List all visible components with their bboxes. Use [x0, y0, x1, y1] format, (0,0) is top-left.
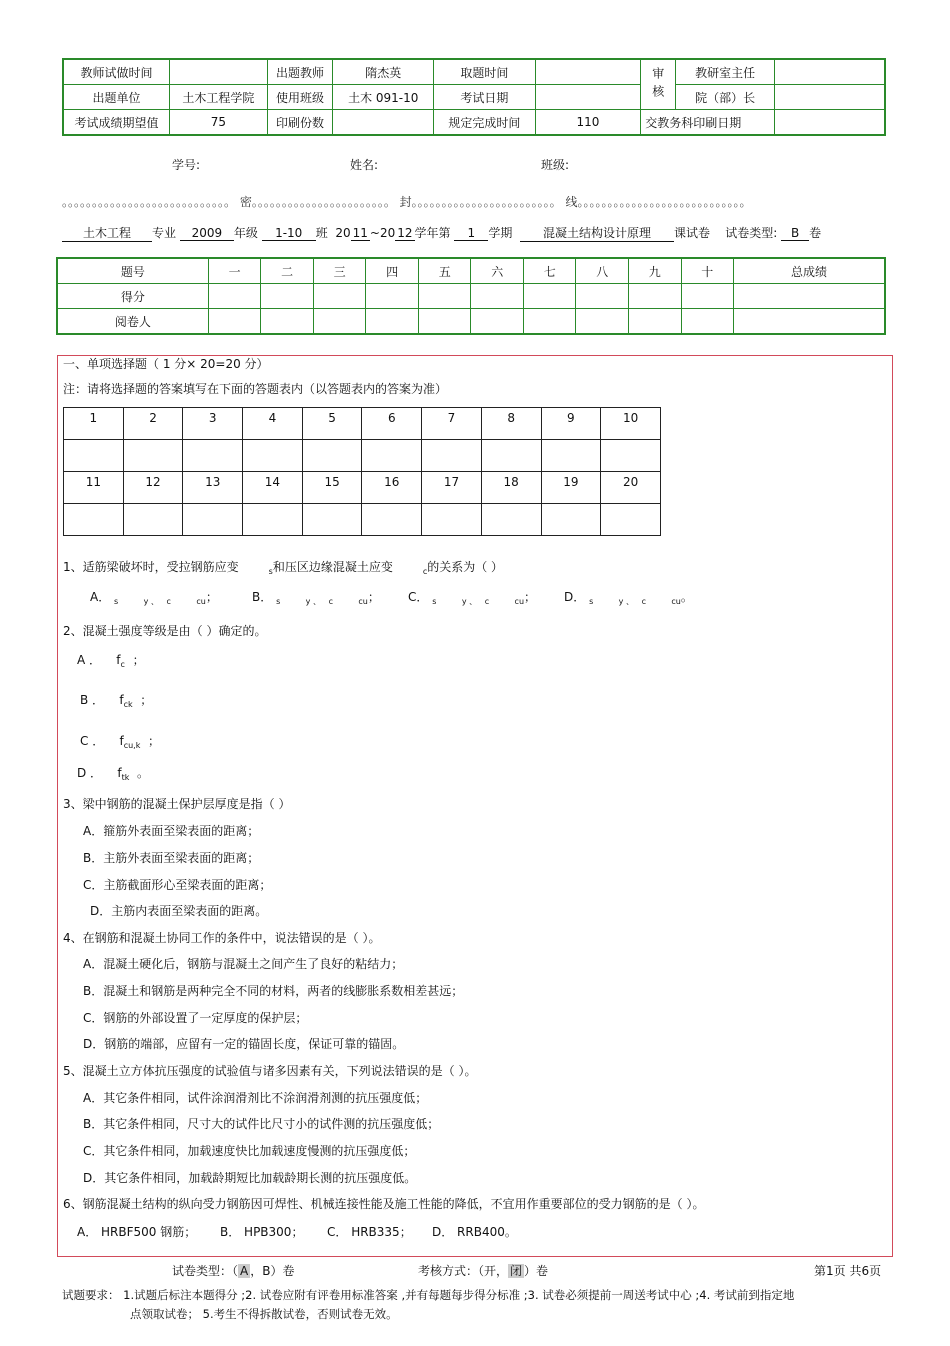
- answer-cell[interactable]: [481, 504, 541, 536]
- score-header: 六: [471, 258, 524, 284]
- score-cell[interactable]: [313, 284, 366, 309]
- score-header: 四: [366, 258, 419, 284]
- term-value: 1: [454, 226, 488, 241]
- answer-number: 2: [123, 408, 183, 440]
- answer-number: 1: [64, 408, 124, 440]
- cell-value: [774, 59, 885, 85]
- answer-number: 18: [481, 472, 541, 504]
- score-header: 五: [418, 258, 471, 284]
- grader-cell[interactable]: [523, 309, 576, 335]
- answer-cell[interactable]: [302, 440, 362, 472]
- course-line: [62, 224, 821, 242]
- score-header: 十: [681, 258, 734, 284]
- answer-cell[interactable]: [481, 440, 541, 472]
- year-end: 12: [397, 226, 413, 240]
- course-suffix: 课试卷: [674, 226, 711, 240]
- score-cell[interactable]: [576, 284, 629, 309]
- answer-cell[interactable]: [64, 504, 124, 536]
- score-table: [56, 257, 886, 335]
- cell-label: 教研室主任: [676, 59, 775, 85]
- cell-label: 规定完成时间: [434, 110, 536, 136]
- q4-option-b: B．混凝土和钢筋是两种完全不同的材料，两者的线膨胀系数相差甚远；: [83, 984, 464, 998]
- year-suffix: 学年第: [414, 226, 451, 240]
- answer-cell[interactable]: [601, 440, 661, 472]
- answer-number: 17: [422, 472, 482, 504]
- cell-value: [170, 59, 268, 85]
- q6-option-a: A． HRBF500 钢筋；: [77, 1225, 197, 1239]
- grader-cell[interactable]: [471, 309, 524, 335]
- q1-sub-s: s: [268, 567, 273, 576]
- q4-option-c: C．钢筋的外部设置了一定厚度的保护层；: [83, 1011, 308, 1025]
- paper-type-label: 试卷类型:: [725, 226, 778, 240]
- answer-number: 11: [64, 472, 124, 504]
- answer-number: 19: [541, 472, 601, 504]
- cell-value: 110: [535, 110, 641, 136]
- q3-option-c: C．主筋截面形心至梁表面的距离；: [83, 878, 272, 892]
- q5-option-a: A．其它条件相同，试件涂润滑剂比不涂润滑剂测的抗压强度低；: [83, 1091, 428, 1105]
- answer-cell[interactable]: [243, 504, 303, 536]
- answer-number: 12: [123, 472, 183, 504]
- answer-cell[interactable]: [601, 504, 661, 536]
- grader-cell[interactable]: [629, 309, 682, 335]
- answer-number: 6: [362, 408, 422, 440]
- score-header: 总成绩: [734, 258, 885, 284]
- cell-label: 考试成绩期望值: [63, 110, 170, 136]
- grader-row-label: 阅卷人: [57, 309, 208, 335]
- cell-value: [774, 110, 885, 136]
- answer-cell[interactable]: [422, 504, 482, 536]
- answer-cell[interactable]: [541, 440, 601, 472]
- question-6: 6、钢筋混凝土结构的纵向受力钢筋因可焊性、机械连接性能及施工性能的降低，不宜用作重要部位的受力钢筋的是（ ）。: [63, 1197, 705, 1211]
- score-cell[interactable]: [418, 284, 471, 309]
- exam-info-table: [62, 58, 886, 136]
- q1-option-b: B． $_{s y 、 c cu}$；: [252, 590, 380, 606]
- cell-label: 交教务科印刷日期: [641, 110, 775, 136]
- cell-value: 土木工程学院: [170, 85, 268, 110]
- score-cell[interactable]: [261, 284, 314, 309]
- q1-text-c: 的关系为（ ）: [427, 560, 504, 574]
- year-prefix: 20: [335, 226, 351, 240]
- q4-option-d: D．钢筋的端部，应留有一定的锚固长度，保证可靠的锚固。: [83, 1037, 405, 1051]
- cell-label: 教师试做时间: [63, 59, 170, 85]
- cell-label: 出题教师: [267, 59, 333, 85]
- grader-cell[interactable]: [576, 309, 629, 335]
- cell-value: 75: [170, 110, 268, 136]
- answer-number: 14: [243, 472, 303, 504]
- footer-page-number: 第1页 共6页: [814, 1264, 882, 1278]
- answer-cell[interactable]: [183, 504, 243, 536]
- score-header: 一: [208, 258, 261, 284]
- q2-option-a: A ． $f_c$ ；: [77, 653, 145, 669]
- cell-label: 考试日期: [434, 85, 536, 110]
- q2-option-c: C ． $f_{cu,k}$ ；: [80, 734, 161, 750]
- q4-option-a: A．混凝土硬化后，钢筋与混凝土之间产生了良好的粘结力；: [83, 957, 404, 971]
- q1-option-c: C． $_{s y 、 c cu}$；: [408, 590, 537, 606]
- score-cell[interactable]: [681, 284, 734, 309]
- score-header: 三: [313, 258, 366, 284]
- answer-number: 16: [362, 472, 422, 504]
- section-note: 注：请将选择题的答案填写在下面的答题表内（以答题表内的答案为准）: [63, 382, 448, 396]
- q6-option-c: C． HRB335；: [327, 1225, 412, 1239]
- major-suffix: 专业: [152, 226, 177, 240]
- grader-cell[interactable]: [208, 309, 261, 335]
- class-value: 1-10: [262, 226, 316, 241]
- grader-cell[interactable]: [418, 309, 471, 335]
- score-cell[interactable]: [366, 284, 419, 309]
- score-header: 九: [629, 258, 682, 284]
- answer-number: 20: [601, 472, 661, 504]
- answer-number: 15: [302, 472, 362, 504]
- answer-number: 9: [541, 408, 601, 440]
- q3-option-d: D．主筋内表面至梁表面的距离。: [90, 904, 268, 918]
- grader-cell[interactable]: [734, 309, 885, 335]
- question-4: 4、在钢筋和混凝土协同工作的条件中，说法错误的是（ ）。: [63, 931, 381, 945]
- score-cell[interactable]: [471, 284, 524, 309]
- footer-requirements-line1: 试题要求： 1.试题后标注本题得分 ;2. 试卷应附有评卷用标准答案 ,并有每题每步得分标准 ;3. 试卷必须提前一周送考试中心 ;4. 考试前到指定地: [62, 1288, 795, 1302]
- q1-text-a: 1、适筋梁破坏时，受拉钢筋应变: [63, 560, 239, 574]
- grade-suffix: 年级: [233, 226, 258, 240]
- review-label: 审核: [641, 59, 676, 110]
- question-3: 3、梁中钢筋的混凝土保护层厚度是指（ ）: [63, 797, 291, 811]
- q2-option-d: D ． $f_{tk}$ 。: [77, 766, 149, 782]
- q1-text-b: 和压区边缘混凝土应变: [272, 560, 393, 574]
- score-header: 八: [576, 258, 629, 284]
- answer-cell[interactable]: [541, 504, 601, 536]
- student-class-label: 班级:: [541, 158, 570, 172]
- cell-value: [774, 85, 885, 110]
- year-sep: ~20: [369, 226, 396, 240]
- term-suffix: 学期: [488, 226, 513, 240]
- score-header: 题号: [57, 258, 208, 284]
- seal-line: 。。。。。。。。。。。。。。。。。。。。。。。。。。。。 密。。。。。。。。。。。。。。。。。。。。。。。 封。。。。。。。。。。。。。。。。。。。。。。。。 线。。。。。。。。。。。。。。。。。。。。。。。。。。。。: [62, 195, 752, 209]
- grade-value: 2009: [180, 226, 234, 241]
- score-cell[interactable]: [629, 284, 682, 309]
- answer-number: 4: [243, 408, 303, 440]
- grader-cell[interactable]: [313, 309, 366, 335]
- answer-cell[interactable]: [123, 440, 183, 472]
- cell-value: [535, 59, 641, 85]
- section-title: 一、单项选择题（ 1 分× 20=20 分）: [63, 357, 269, 371]
- cell-value: [333, 110, 434, 136]
- class-suffix: 班: [315, 226, 328, 240]
- cell-label: 使用班级: [267, 85, 333, 110]
- question-2: 2、混凝土强度等级是由（ ）确定的。: [63, 624, 267, 638]
- q5-option-d: D．其它条件相同，加载龄期短比加载龄期长测的抗压强度低。: [83, 1171, 417, 1185]
- q1-option-d: D． $_{s y 、 c cu}$。: [564, 590, 693, 606]
- answer-number: 7: [422, 408, 482, 440]
- score-cell[interactable]: [734, 284, 885, 309]
- footer-requirements-line2: 点领取试卷； 5.考生不得拆散试卷，否则试卷无效。: [130, 1307, 398, 1321]
- answer-number: 8: [481, 408, 541, 440]
- course-name: 混凝土结构设计原理: [520, 224, 674, 242]
- major-value: 土木工程: [62, 224, 152, 242]
- cell-value: 土木 091-10: [333, 85, 434, 110]
- q1-option-a: A． $_{s y 、 c cu}$；: [90, 590, 218, 606]
- answer-cell[interactable]: [362, 440, 422, 472]
- answer-cell[interactable]: [183, 440, 243, 472]
- score-header: 二: [261, 258, 314, 284]
- cell-label: 取题时间: [434, 59, 536, 85]
- answer-number: 13: [183, 472, 243, 504]
- q6-option-d: D． RRB400。: [432, 1225, 517, 1239]
- q5-option-c: C．其它条件相同，加载速度快比加载速度慢测的抗压强度低；: [83, 1144, 416, 1158]
- paper-type-value: B: [781, 226, 809, 241]
- answer-cell[interactable]: [422, 440, 482, 472]
- answer-cell[interactable]: [123, 504, 183, 536]
- cell-label: 院（部）长: [676, 85, 775, 110]
- grader-cell[interactable]: [261, 309, 314, 335]
- answer-cell[interactable]: [302, 504, 362, 536]
- answer-cell[interactable]: [362, 504, 422, 536]
- answer-cell[interactable]: [64, 440, 124, 472]
- footer-paper-type: 试卷类型：（ A ，B）卷: [172, 1264, 295, 1278]
- year-start: 11: [352, 226, 368, 240]
- cell-label: 印刷份数: [267, 110, 333, 136]
- q2-option-b: B ． $f_{ck}$ ；: [80, 693, 153, 709]
- q3-option-b: B．主筋外表面至梁表面的距离；: [83, 851, 260, 865]
- answer-cell[interactable]: [243, 440, 303, 472]
- answer-number: 5: [302, 408, 362, 440]
- q6-option-b: B． HPB300；: [220, 1225, 304, 1239]
- question-5: 5、混凝土立方体抗压强度的试验值与诸多因素有关，下列说法错误的是（ ）。: [63, 1064, 477, 1078]
- cell-value: 隋杰英: [333, 59, 434, 85]
- footer-exam-mode: 考核方式：（开， 闭 ）卷: [418, 1264, 549, 1278]
- score-header: 七: [523, 258, 576, 284]
- student-id-label: 学号:: [172, 158, 201, 172]
- paper-type-suffix: 卷: [809, 226, 822, 240]
- answer-grid: [63, 407, 661, 536]
- question-1: [63, 558, 503, 576]
- grader-cell[interactable]: [681, 309, 734, 335]
- score-row-label: 得分: [57, 284, 208, 309]
- cell-label: 出题单位: [63, 85, 170, 110]
- q1-sub-c: c: [422, 567, 428, 576]
- grader-cell[interactable]: [366, 309, 419, 335]
- score-cell[interactable]: [523, 284, 576, 309]
- answer-number: 10: [601, 408, 661, 440]
- cell-value: [535, 85, 641, 110]
- answer-number: 3: [183, 408, 243, 440]
- student-name-label: 姓名:: [350, 158, 379, 172]
- q5-option-b: B．其它条件相同，尺寸大的试件比尺寸小的试件测的抗压强度低；: [83, 1117, 440, 1131]
- q3-option-a: A．箍筋外表面至梁表面的距离；: [83, 824, 260, 838]
- score-cell[interactable]: [208, 284, 261, 309]
